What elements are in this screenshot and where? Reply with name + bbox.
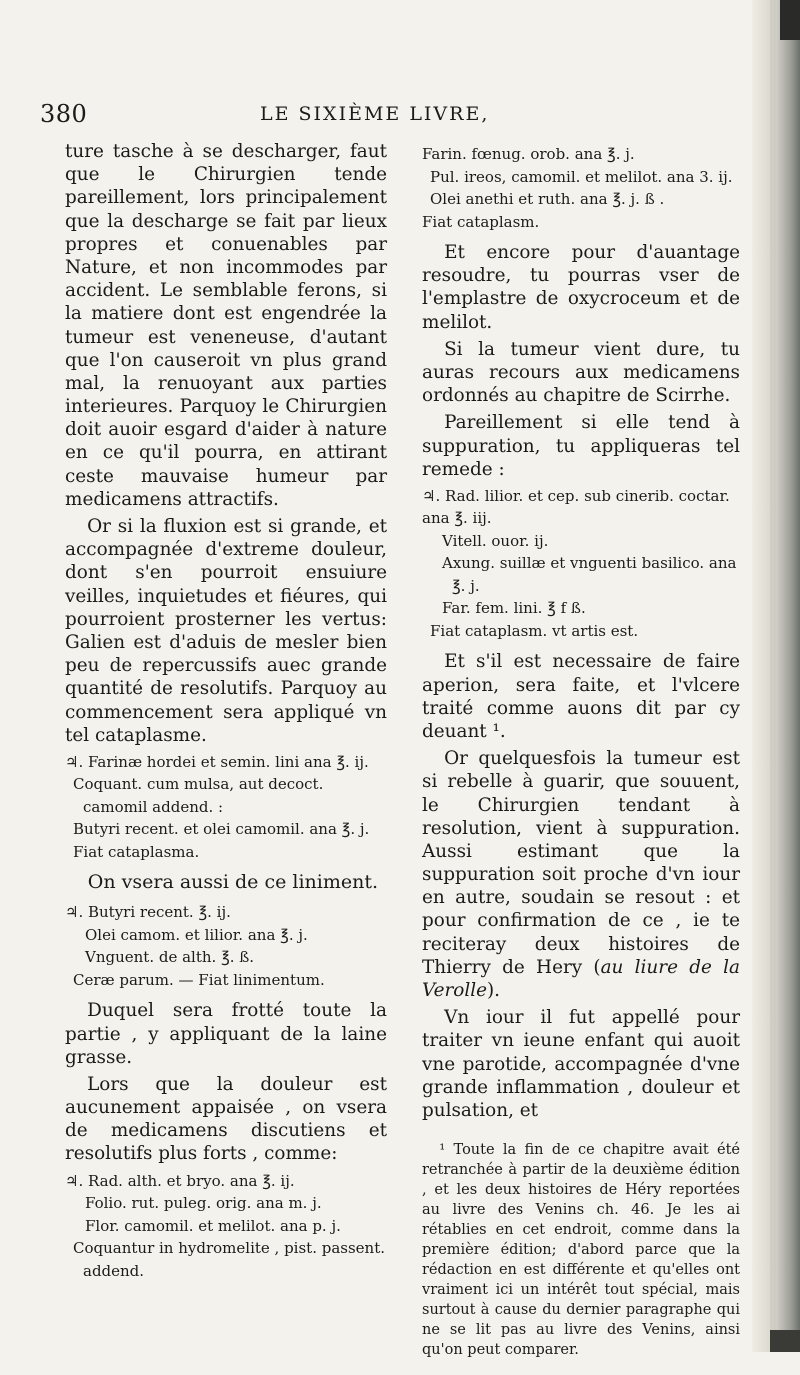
paragraph-text: ). bbox=[487, 980, 501, 1001]
recipe-line: Ceræ parum. — Fiat linimentum. bbox=[73, 970, 325, 989]
edge-dark-corner bbox=[780, 0, 800, 40]
paragraph: Lors que la douleur est aucunement appaisée , on vsera de medicamens discutiens et resolutifs plus forts , comme: bbox=[65, 1073, 387, 1165]
recipe-line: Axung. suillæ et vnguenti basilico. ana ℥. j. bbox=[442, 554, 737, 595]
recipe-line: ♃. Rad. alth. et bryo. ana ℥. ij. bbox=[65, 1171, 295, 1190]
paragraph-text: Or quelquesfois la tumeur est si rebelle à guarir, que souuent, le Chirurgien tendant à resolution, vient à suppuration. Aussi estimant que la suppuration soit proche d'vn iour en autre, soudain se resout : et pour confirmation de ce , ie te reciteray deux histoires de Thierry de Hery ( bbox=[422, 748, 740, 978]
paragraph: Vn iour il fut appellé pour traiter vn ieune enfant qui auoit vne parotide, accompagnée d'vne grande inflammation , douleur et pulsation, et bbox=[422, 1007, 740, 1121]
footnote: ¹ Toute la fin de ce chapitre avait été retranchée à partir de la deuxième édition , et les deux histoires de Héry reportées au livre des Venins ch. 46. Je les ai rétablies en cet endroit, comme dans la première édition; d'abord parce que la rédaction en est différente et qu'elles ont vraiment ici un intérêt tout spécial, mais surtout à cause du dernier paragraphe qui ne se lit pas au livre des Venins, ainsi qu'on peut comparer. bbox=[422, 1142, 740, 1359]
paragraph: Si la tumeur vient dure, tu auras recours aux medicamens ordonnés au chapitre de Scirrhe. bbox=[422, 338, 740, 407]
recipe-block bbox=[65, 1170, 387, 1283]
recipe-line: ♃. Rad. lilior. et cep. sub cinerib. coctar. ana ℥. iij. bbox=[422, 486, 730, 528]
recipe-line: ♃. Farinæ hordei et semin. lini ana ℥. ij. bbox=[65, 752, 369, 771]
recipe-line: Coquantur in hydromelite , pist. passent. addend. bbox=[73, 1239, 386, 1280]
paragraph bbox=[422, 747, 740, 1002]
recipe-line: Vitell. ouor. ij. bbox=[442, 531, 549, 550]
recipe-line: Far. fem. lini. ℥ f ß. bbox=[442, 599, 586, 618]
page-edge-shadow bbox=[752, 0, 800, 1352]
recipe-line: Vnguent. de alth. ℥. ß. bbox=[85, 948, 255, 967]
paragraph: ture tasche à se descharger, faut que le Chirurgien tende pareillement, lors principalement que la descharge se fait par lieux propres et conuenables par Nature, et non incommodes par accident. Le semblable ferons, si la matiere dont est engendrée la tumeur est veneneuse, d'autant que l'on causeroit vn plus grand mal, la renuoyant aux parties interieures. Parquoy le Chirurgien doit auoir esgard d'aider à nature en ce qu'il pourra, en attirant ceste mauvaise humeur par medicamens attractifs. bbox=[65, 141, 387, 510]
recipe-line: Olei camom. et lilior. ana ℥. j. bbox=[85, 925, 308, 944]
recipe-block bbox=[422, 143, 740, 233]
recipe-block bbox=[65, 901, 387, 991]
left-column bbox=[65, 140, 387, 1290]
recipe-line: Fiat cataplasm. bbox=[422, 212, 540, 231]
right-column bbox=[422, 140, 740, 1375]
paragraph: Or si la fluxion est si grande, et accompagnée d'extreme douleur, dont s'en pourroit ensuiure veilles, inquietudes et fiéures, qui pourroient prosterner les vertus: Galien est d'aduis de mesler bien peu de repercussifs auec grande quantité de resolutifs. Parquoy au commencement sera appliqué vn tel cataplasme. bbox=[65, 516, 387, 746]
book-reference: au liure de la Verolle bbox=[422, 956, 740, 1001]
recipe-line: Fiat cataplasm. vt artis est. bbox=[430, 621, 639, 640]
edge-shade bbox=[770, 0, 776, 1352]
recipe-block bbox=[65, 751, 387, 864]
paragraph: Pareillement si elle tend à suppuration, tu appliqueras tel remede : bbox=[422, 412, 740, 480]
recipe-line: Fiat cataplasma. bbox=[73, 842, 200, 861]
edge-dark-corner bbox=[770, 1330, 800, 1352]
recipe-line: Pul. ireos, camomil. et melilot. ana 3. ij. bbox=[430, 167, 733, 186]
paragraph: Et encore pour d'auantage resoudre, tu pourras vser de l'emplastre de oxycroceum et de melilot. bbox=[422, 242, 740, 333]
recipe-line: Folio. rut. puleg. orig. ana m. j. bbox=[85, 1194, 322, 1213]
recipe-line: ♃. Butyri recent. ℥. ij. bbox=[65, 903, 231, 922]
recipe-line: Butyri recent. et olei camomil. ana ℥. j. bbox=[73, 820, 370, 839]
recipe-line: Coquant. cum mulsa, aut decoct. camomil addend. : bbox=[73, 775, 324, 816]
paragraph: Et s'il est necessaire de faire aperion, sera faite, et l'vlcere traité comme auons dit par cy deuant ¹. bbox=[422, 651, 740, 742]
page-number: 380 bbox=[40, 100, 88, 128]
recipe-block bbox=[422, 485, 740, 643]
recipe-line: Flor. camomil. et melilot. ana p. j. bbox=[85, 1216, 341, 1235]
recipe-line: Farin. fœnug. orob. ana ℥. j. bbox=[422, 145, 635, 163]
recipe-line: Olei anethi et ruth. ana ℥. j. ß . bbox=[430, 190, 665, 208]
running-head: LE SIXIÈME LIVRE, bbox=[260, 103, 490, 125]
paragraph: On vsera aussi de ce liniment. bbox=[87, 871, 379, 894]
paragraph: Duquel sera frotté toute la partie , y appliquant de la laine grasse. bbox=[65, 1000, 387, 1068]
